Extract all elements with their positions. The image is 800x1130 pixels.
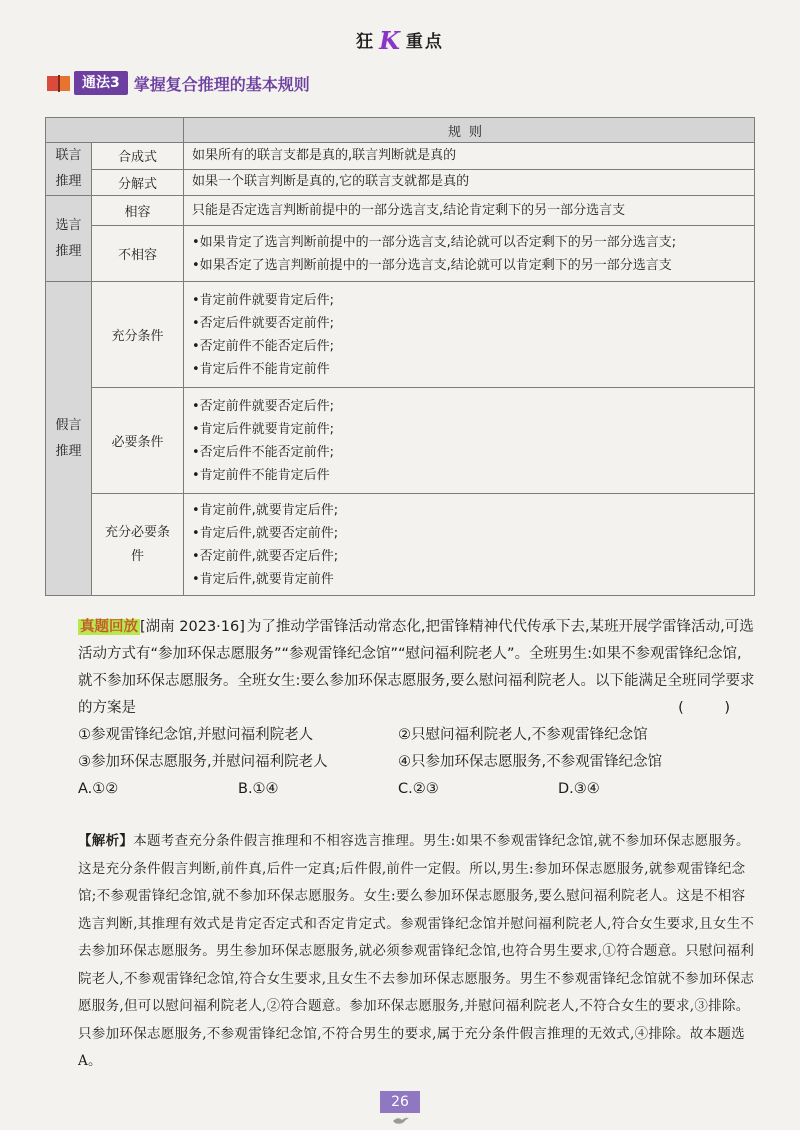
rule-line: •肯定前件不能肯定后件 [192, 467, 330, 483]
group-label: 联言推理 [46, 143, 92, 196]
rule-line: •肯定后件不能肯定前件 [192, 361, 330, 377]
book-icon [46, 73, 72, 93]
row-rule: 如果所有的联言支都是真的,联言判断就是真的 [184, 143, 755, 170]
row-rules [184, 282, 755, 388]
choice-item: A.①② [78, 781, 119, 797]
table-row [46, 196, 755, 226]
row-type: 充分必要条件 [92, 494, 184, 596]
analysis-block [78, 828, 756, 1076]
rule-line: •肯定前件就要肯定后件; [192, 292, 335, 308]
row-rule: 只能是否定选言判断前提中的一部分选言支,结论肯定剩下的另一部分选言支 [184, 196, 755, 226]
rule-line: •如果肯定了选言判断前提中的一部分选言支,结论就可以否定剩下的另一部分选言支; [192, 234, 677, 250]
group-label: 选言推理 [46, 196, 92, 282]
table-row [46, 143, 755, 170]
rule-line: •如果否定了选言判断前提中的一部分选言支,结论就可以肯定剩下的另一部分选言支 [192, 257, 672, 273]
row-rule: 如果一个联言判断是真的,它的联言支就都是真的 [184, 169, 755, 196]
table-header-row [46, 118, 755, 143]
rule-line: •否定前件不能否定后件; [192, 338, 335, 354]
row-type: 合成式 [92, 143, 184, 170]
rules-table [45, 117, 755, 596]
table-row [46, 494, 755, 596]
row-type: 充分条件 [92, 282, 184, 388]
choices-row [78, 776, 756, 803]
row-type: 分解式 [92, 169, 184, 196]
choice-item: C.②③ [398, 781, 439, 797]
rule-line: •否定后件不能否定前件; [192, 444, 335, 460]
question-stem [78, 614, 756, 722]
table-row [46, 282, 755, 388]
section-badge: 通法3 [74, 71, 128, 95]
header-text-pre: 狂 [356, 32, 376, 52]
question-tag: 真题回放 [80, 619, 138, 635]
answer-blank: ( ) [678, 700, 748, 716]
choice-item: D.③④ [558, 781, 600, 797]
rule-line: •肯定后件,就要否定前件; [192, 525, 339, 541]
page-header [0, 24, 800, 53]
choice-item: B.①④ [238, 781, 279, 797]
page-number: 26 [380, 1091, 420, 1113]
rule-line: •肯定前件,就要肯定后件; [192, 502, 339, 518]
table-row [46, 169, 755, 196]
group-label: 假言推理 [46, 282, 92, 596]
analysis-text: 本题考查充分条件假言推理和不相容选言推理。男生:如果不参观雷锋纪念馆,就不参加环保志愿服务。这是充分条件假言判断,前件真,后件一定真;后件假,前件一定假。所以,男生:参加环保志愿服务,就参观雷锋纪念馆;不参观雷锋纪念馆,就不参加环保志愿服务。女生:要么参加环保志愿服务,要么慰问福利院老人。这是不相容选言判断,其推理有效式是肯定否定式和否定肯定式。参观雷锋纪念馆并慰问福利院老人,符合女生要求,且女生不去参加环保志愿服务。男生参加环保志愿服务,就必须参观雷锋纪念馆,也符合男生要求,①符合题意。只慰问福利院老人,不参观雷锋纪念馆,符合女生要求,且女生不去参加环保志愿服务。男生不参观雷锋纪念馆就不参加环保志愿服务,但可以慰问福利院老人,②符合题意。参加环保志愿服务,并慰问福利院老人,不符合女生的要求,③排除。只参加环保志愿服务,不参观雷锋纪念馆,不符合男生的要求,属于充分条件假言推理的无效式,④排除。故本题选A。 [78, 833, 755, 1069]
rule-line: •否定前件,就要否定后件; [192, 548, 339, 564]
table-header-rule: 规则 [184, 118, 755, 143]
options-row-1 [78, 722, 756, 749]
section-heading [46, 70, 310, 96]
header-text-post: 重点 [405, 32, 444, 52]
row-type: 必要条件 [92, 388, 184, 494]
row-type: 相容 [92, 196, 184, 226]
table-row [46, 388, 755, 494]
option-item: ①参观雷锋纪念馆,并慰问福利院老人 [78, 727, 314, 743]
section-title: 掌握复合推理的基本规则 [133, 74, 310, 94]
analysis-tag: 【解析】 [78, 833, 134, 849]
bird-icon [392, 1114, 410, 1126]
question-source: [湖南 2023·16] [140, 619, 245, 635]
rule-line: •否定前件就要否定后件; [192, 398, 335, 414]
rule-line: •肯定后件就要肯定前件; [192, 421, 335, 437]
question-block [78, 614, 756, 803]
row-rules [184, 226, 755, 282]
question-body: 为了推动学雷锋活动常态化,把雷锋精神代代传承下去,某班开展学雷锋活动,可选活动方式有“参加环保志愿服务”“参观雷锋纪念馆”“慰问福利院老人”。全班男生:如果不参观雷锋纪念馆,就不参加环保志愿服务。全班女生:要么参加环保志愿服务,要么慰问福利院老人。以下能满足全班同学要求的方案是 [78, 619, 755, 716]
table-header-empty [46, 118, 184, 143]
option-item: ②只慰问福利院老人,不参观雷锋纪念馆 [398, 727, 648, 743]
row-rules [184, 494, 755, 596]
header-k-logo: K [379, 26, 402, 55]
option-item: ③参加环保志愿服务,并慰问福利院老人 [78, 754, 328, 770]
rule-line: •肯定后件,就要肯定前件 [192, 571, 334, 587]
table-row [46, 226, 755, 282]
row-type: 不相容 [92, 226, 184, 282]
option-item: ④只参加环保志愿服务,不参观雷锋纪念馆 [398, 754, 663, 770]
row-rules [184, 388, 755, 494]
rule-line: •否定后件就要否定前件; [192, 315, 335, 331]
options-row-2 [78, 749, 756, 776]
